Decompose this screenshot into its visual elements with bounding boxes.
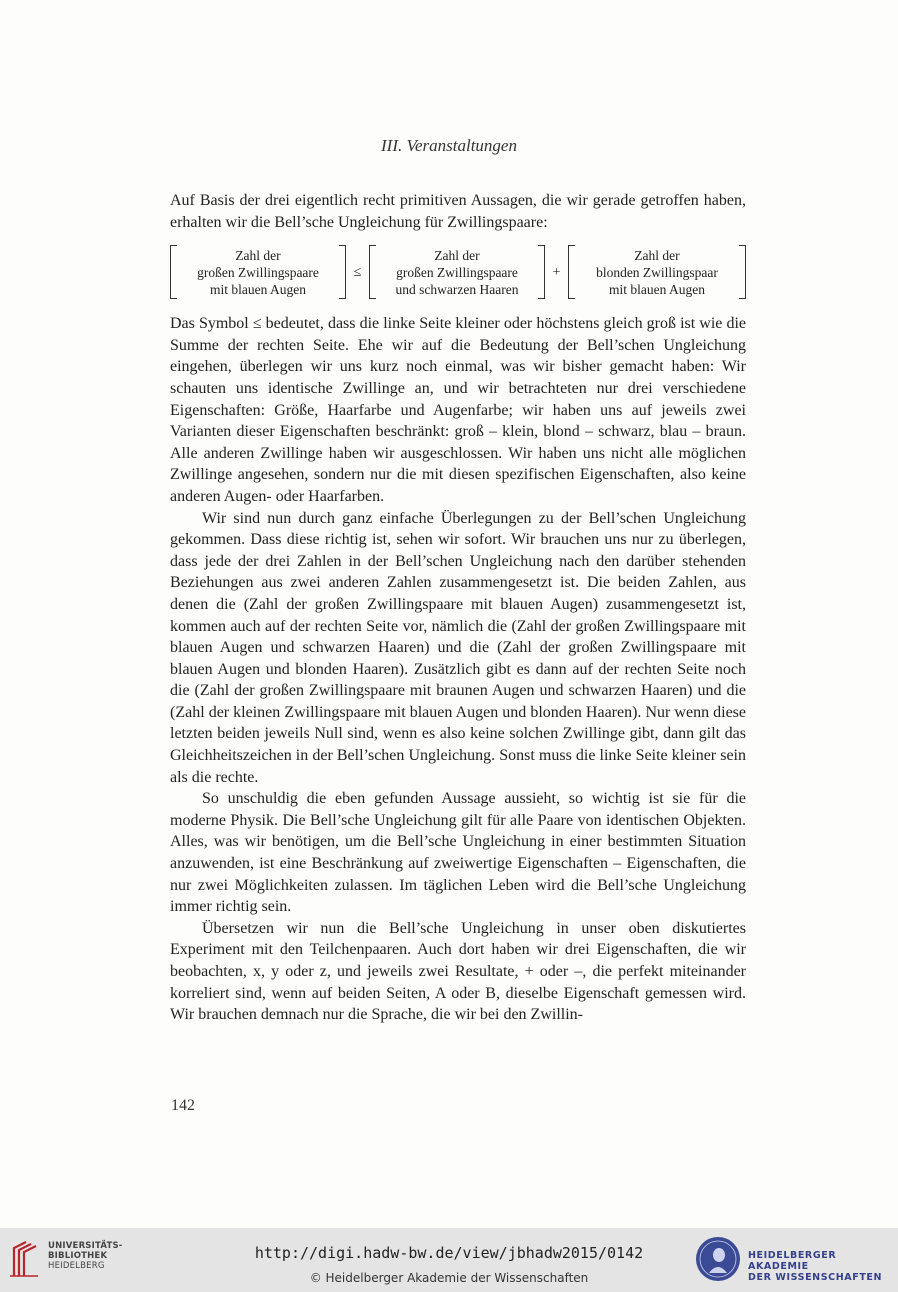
ub-logo-line: UNIVERSITÄTS- bbox=[48, 1241, 123, 1251]
body-paragraph: So unschuldig die eben gefunden Aussage aussieht, so wichtig ist sie für die moderne Physik. Die Bell’sche Ungleichung gilt für alle Paare von identischen Objekten. Alles, was wir benötigen, um die Bell’sche Ungleichung in einer bestimmten Situation anzuwenden, ist eine Beschränkung auf zweiwertige Eigenschaften – Eigenschaften, die nur zwei Möglichkeiten zulassen. Im täglichen Leben wird die Bell’sche Ungleichung immer richtig sein. bbox=[170, 790, 746, 916]
formula-term-line: blonden Zwillingspaar bbox=[596, 264, 718, 280]
plus-sign: + bbox=[552, 264, 561, 280]
formula-term-line: Zahl der bbox=[434, 247, 480, 263]
permalink-url[interactable]: http://digi.hadw-bw.de/view/jbhadw2015/0142 bbox=[254, 1244, 644, 1262]
page-body bbox=[170, 190, 746, 1026]
formula-term-line: großen Zwillingspaare bbox=[396, 264, 518, 280]
ub-logo-line: HEIDELBERG bbox=[48, 1261, 105, 1271]
body-paragraph: Wir sind nun durch ganz einfache Überlegungen zu der Bell’schen Ungleichung gekommen. Dass diese richtig ist, sehen wir sofort. Wir brauchen uns nur zu überlegen, dass jede der drei Zahlen in der Bell’schen Ungleichung nach den darüber stehenden Beziehungen aus zwei anderen Zahlen zusammengesetzt ist. Die beiden Zahlen, aus denen die (Zahl der großen Zwillingspaare mit blauen Augen) zusammengesetzt ist, kommen auch auf der rechten Seite vor, nämlich die (Zahl der großen Zwillingspaare mit blauen Augen und schwarzen Haaren) und die (Zahl der großen Zwillingspaare mit blauen Augen und blonden Haaren). Zusätzlich gibt es dann auf der rechten Seite noch die (Zahl der großen Zwillingspaare mit braunen Augen und schwarzen Haaren) und die (Zahl der kleinen Zwillingspaare mit blauen Augen und blonden Haaren). Nur wenn diese letzten beiden jeweils Null sind, wenn es also keine solchen Zwillinge gibt, dann gilt das Gleichheitszeichen in der Bell’schen Ungleichung. Sonst muss die linke Seite kleiner sein als die rechte. bbox=[170, 509, 746, 786]
body-paragraph: Das Symbol ≤ bedeutet, dass die linke Seite kleiner oder höchstens gleich groß ist wie die Summe der rechten Seite. Ehe wir auf die Bedeutung der Bell’schen Ungleichung eingehen, überlegen wir uns kurz noch einmal, was wir bisher gemacht haben: Wir schauten uns identische Zwillinge an, und wir betrachteten nur drei verschiedene Eigenschaften: Größe, Haarfarbe und Augenfarbe; wir haben uns auf jeweils zwei Varianten dieser Eigenschaften beschränkt: groß – klein, blond – schwarz, blau – braun. Alle anderen Zwillinge haben wir ausgeschlossen. Wir haben uns nicht alle möglichen Zwillinge angesehen, sondern nur die mit diesen spezifischen Eigenschaften, also keine anderen Augen- oder Haarfarben. bbox=[170, 315, 746, 505]
ub-logo-line: BIBLIOTHEK bbox=[48, 1251, 108, 1261]
hadw-logo-line: HEIDELBERGER AKADEMIE bbox=[748, 1250, 837, 1272]
hadw-logo-line: DER WISSENSCHAFTEN bbox=[748, 1272, 883, 1283]
less-or-equal-sign: ≤ bbox=[353, 264, 362, 280]
formula-term-line: Zahl der bbox=[235, 247, 281, 263]
formula-term-line: großen Zwillingspaare bbox=[197, 264, 319, 280]
footer-bar bbox=[0, 1228, 898, 1292]
formula-term-line: und schwarzen Haaren bbox=[395, 281, 519, 297]
formula-term-line: mit blauen Augen bbox=[609, 281, 705, 297]
formula-term-line: Zahl der bbox=[634, 247, 680, 263]
formula-term-middle bbox=[369, 245, 545, 299]
formula-term-right bbox=[568, 245, 746, 299]
body-paragraph: Übersetzen wir nun die Bell’sche Ungleichung in unser oben diskutiertes Experiment mit den Teilchenpaaren. Auch dort haben wir drei Eigenschaften, die wir beobachten, x, y oder z, und jeweils zwei Resultate, + oder –, die perfekt miteinander korreliert sind, wenn auf beiden Seiten, A oder B, dieselbe Eigenschaft gemessen wird. Wir brauchen demnach nur die Sprache, die wir bei den Zwillin- bbox=[170, 919, 746, 1024]
page-number: 142 bbox=[171, 1097, 195, 1114]
hadw-logo[interactable] bbox=[694, 1235, 894, 1285]
running-header: III. Veranstaltungen bbox=[381, 136, 517, 155]
intro-paragraph: Auf Basis der drei eigentlich recht primitiven Aussagen, die wir gerade getroffen haben, erhalten wir die Bell’sche Ungleichung für Zwillingspaare: bbox=[170, 192, 746, 231]
bell-inequality-formula bbox=[170, 245, 746, 299]
copyright-notice: © Heidelberger Akademie der Wissenschaften bbox=[309, 1271, 589, 1285]
formula-term-line: mit blauen Augen bbox=[210, 281, 306, 297]
hadw-seal-icon bbox=[694, 1235, 742, 1283]
formula-term-left bbox=[170, 245, 346, 299]
